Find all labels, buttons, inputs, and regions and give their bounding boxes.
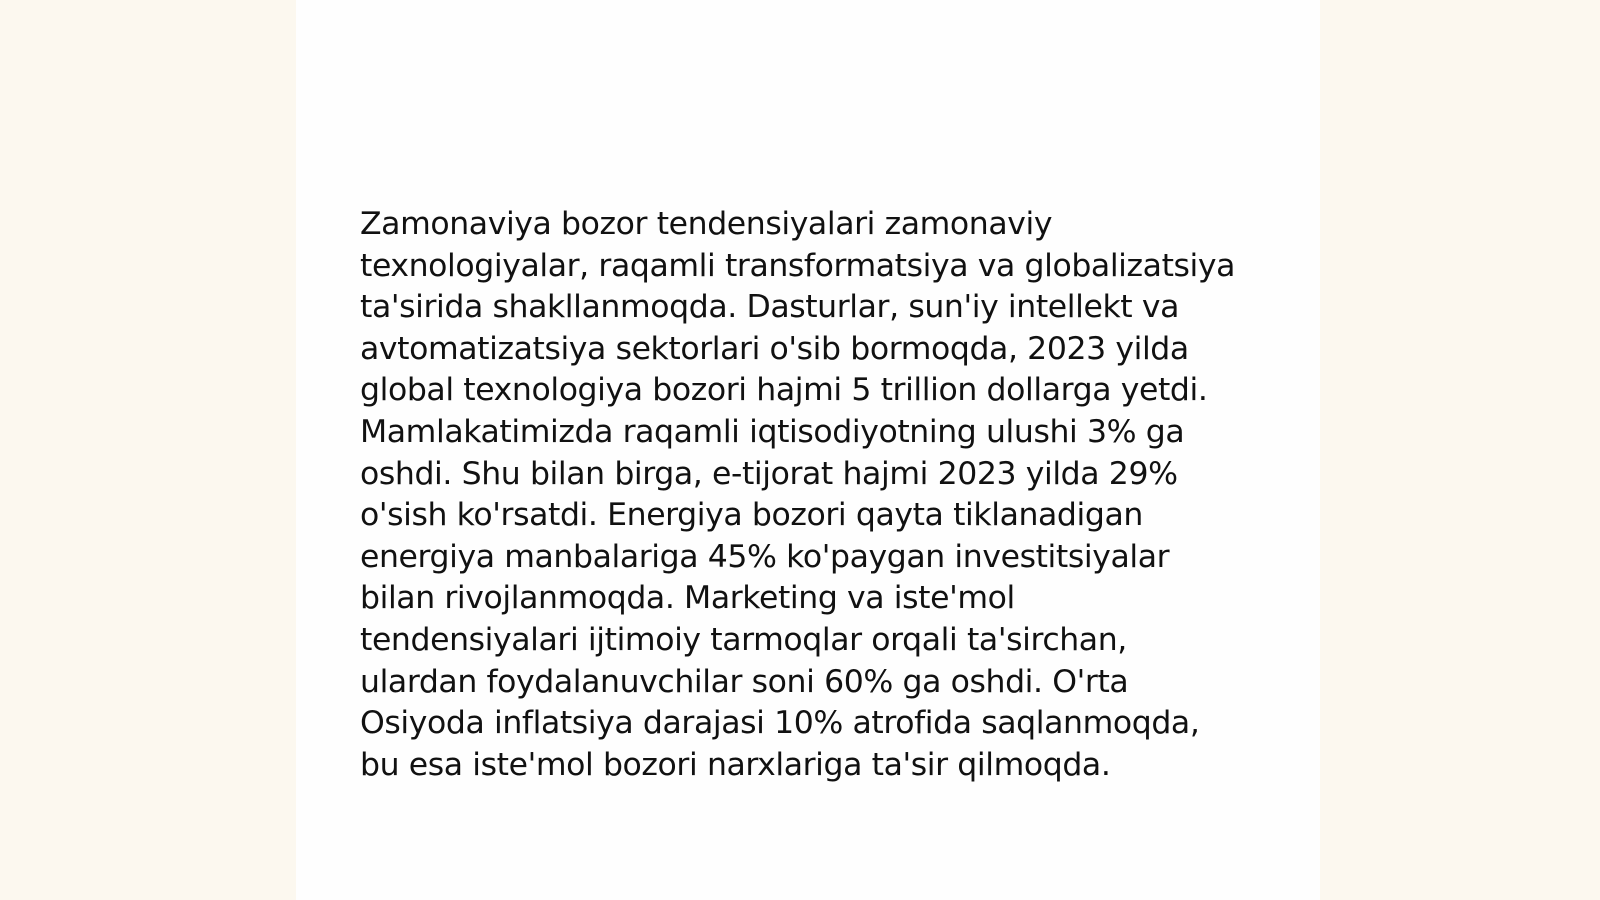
body-paragraph: Zamonaviya bozor tendensiyalari zamonaviy texnologiyalar, raqamli transformatsiya va globalizatsiya ta'sirida shakllanmoqda. Dasturlar, sun'iy intellekt va avtomatizatsiya sektorlari o'sib bormoqda, 2023 yilda global texnologiya bozori hajmi 5 trillion dollarga yetdi. Mamlakatimizda raqamli iqtisodiyotning ulushi 3% ga oshdi. Shu bilan birga, e-tijorat hajmi 2023 yilda 29% o'sish ko'rsatdi. Energiya bozori qayta tiklanadigan energiya manbalariga 45% ko'paygan investitsiyalar bilan rivojlanmoqda. Marketing va iste'mol tendensiyalari ijtimoiy tarmoqlar orqali ta'sirchan, ulardan foydalanuvchilar soni 60% ga oshdi. O'rta Osiyoda inflatsiya darajasi 10% atrofida saqlanmoqda, bu esa iste'mol bozori narxlariga ta'sir qilmoqda.	[360, 206, 1236, 783]
document-page	[296, 0, 1320, 900]
